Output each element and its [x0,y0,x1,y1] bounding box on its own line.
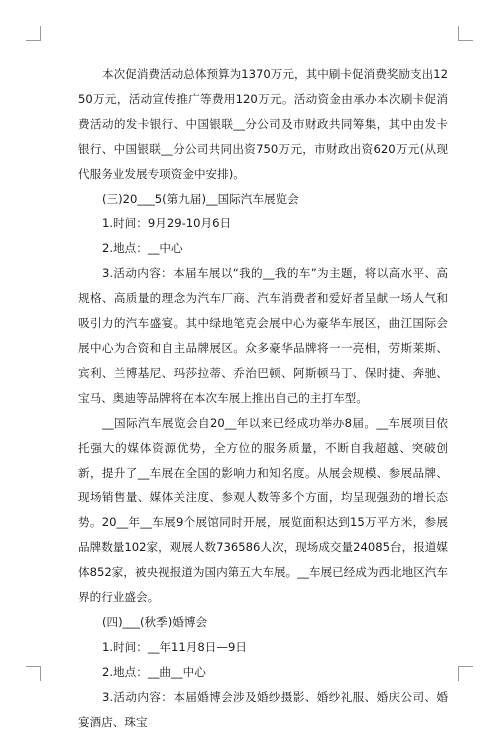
heading-wedding-expo: (四)___(秋季)婚博会 [102,614,208,629]
wedding-expo-location: 2.地点：__曲__中心 [102,664,206,679]
crop-mark-bottom-left [26,666,41,681]
auto-show-time: 1.时间：9月29-10月6日 [102,216,232,231]
crop-mark-top-right [458,26,473,41]
crop-mark-top-left [26,26,41,41]
document-body [78,62,448,734]
wedding-expo-content: 3.活动内容：本届婚博会涉及婚纱摄影、婚纱礼服、婚庆公司、婚宴酒店、珠宝 [78,689,448,729]
auto-show-content: 3.活动内容：本届车展以“我的__我的车”为主题，将以高水平、高规格、高质量的理念为汽车厂商、汽车消费者和爱好者呈献一场人气和吸引力的汽车盛宴。其中绿地笔克会展中心为豪华车展区，曲江国际会展中心为合资和自主品牌展区。众多豪华品牌将一一亮相，劳斯莱斯、宾利、兰博基尼、玛莎拉蒂、乔治巴顿、阿斯顿马丁、保时捷、奔驰、宝马、奥迪等品牌将在本次车展上推出自己的主打车型。 [78,266,448,405]
wedding-expo-time: 1.时间：__年11月8日—9日 [102,639,247,654]
paragraph-budget: 本次促消费活动总体预算为1370万元，其中刷卡促消费奖励支出1250万元，活动宣传推广等费用120万元。活动资金由承办本次刷卡促消费活动的发卡银行、中国银联__分公司及市财政共同筹集，其中由发卡银行、中国银联__分公司共同出资750万元，市财政出资620万元(从现代服务业发展专项资金中安排)。 [78,67,448,181]
auto-show-history: __国际汽车展览会自20__年以来已经成功举办8届。__车展项目依托强大的媒体资源优势，全方位的服务质量，不断自我超越、突破创新，提升了__车展在全国的影响力和知名度。从展会规模、参展品牌、现场销售量、媒体关注度、参观人数等多个方面，均呈现强劲的增长态势。20__年__车展9个展馆同时开展，展览面积达到15万平方米，参展品牌数量102家，观展人数736586人次，现场成交量24085台，报道媒体852家，被央视报道为国内第五大车展。__车展已经成为西北地区汽车界的行业盛会。 [78,415,448,605]
heading-auto-show: (三)20___5(第九届)__国际汽车展览会 [102,191,299,206]
auto-show-location: 2.地点：__中心 [102,241,183,256]
crop-mark-bottom-right [458,666,473,681]
